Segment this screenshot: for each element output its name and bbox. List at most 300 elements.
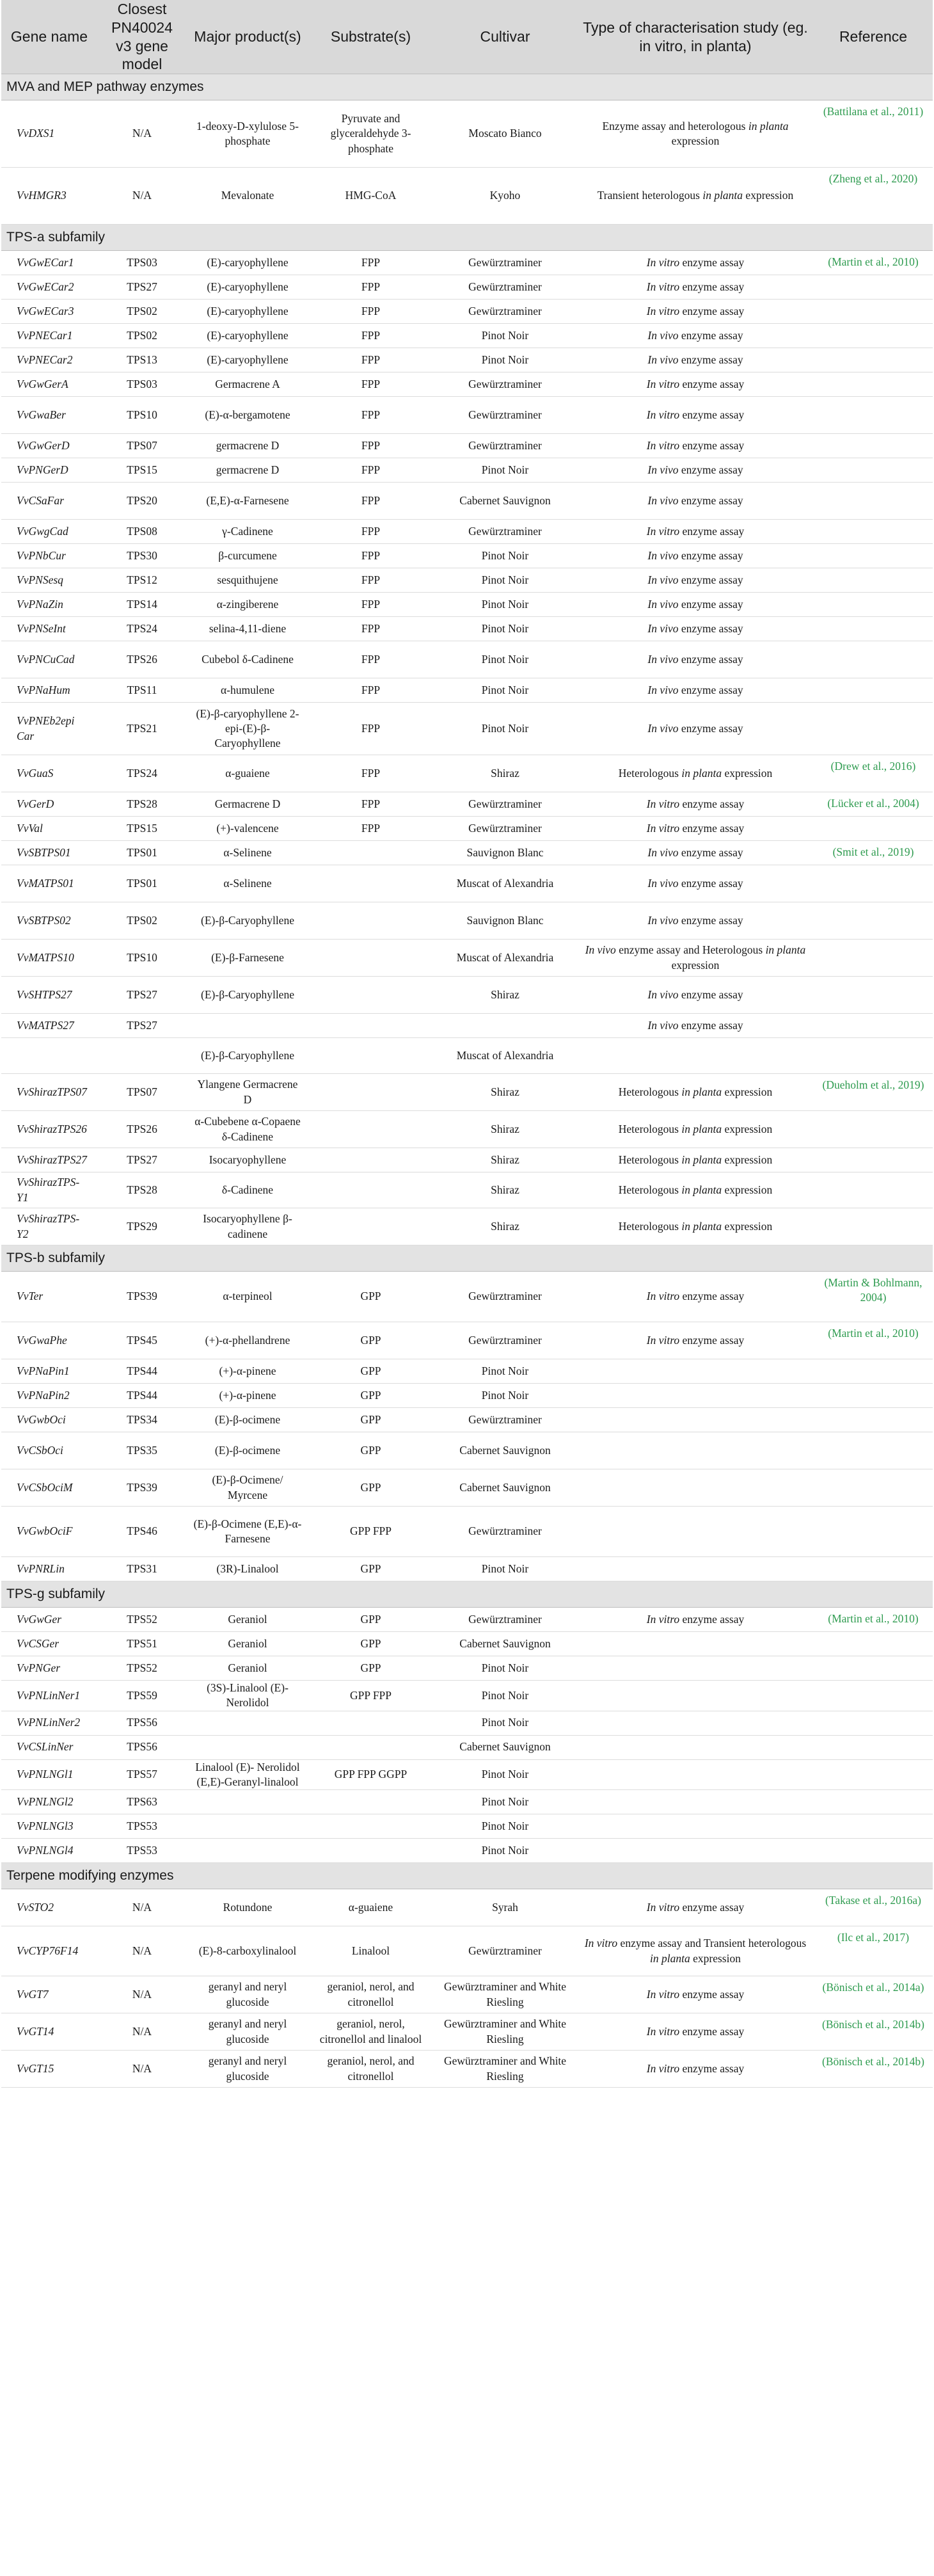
italic-phrase: In vivo xyxy=(647,652,679,666)
table-row xyxy=(1,1889,933,1926)
table-row xyxy=(1,2051,933,2088)
reference-cell xyxy=(814,1359,933,1384)
reference-cell xyxy=(814,544,933,568)
study-cell xyxy=(577,1038,814,1074)
gene-cell: VvGerD xyxy=(1,792,97,817)
substrate-cell: GPP xyxy=(308,1322,433,1359)
product-cell: Geraniol xyxy=(187,1656,308,1681)
product-cell: γ-Cadinene xyxy=(187,520,308,544)
study-cell: In vivo enzyme assay xyxy=(577,617,814,641)
substrate-cell: FPP xyxy=(308,593,433,617)
italic-phrase: In vitro xyxy=(584,1937,618,1950)
italic-phrase: In vivo xyxy=(647,621,679,635)
substrate-cell: FPP xyxy=(308,544,433,568)
table-row xyxy=(1,1322,933,1359)
gene-cell: VvCYP76F14 xyxy=(1,1926,97,1976)
cultivar-cell: Shiraz xyxy=(433,1172,577,1208)
reference-cell: (Zheng et al., 2020) xyxy=(814,168,933,225)
model-cell: TPS56 xyxy=(97,1735,187,1759)
study-cell xyxy=(577,1432,814,1469)
model-cell: TPS07 xyxy=(97,434,187,458)
cultivar-cell: Pinot Noir xyxy=(433,1681,577,1711)
reference-cell xyxy=(814,324,933,348)
table-row xyxy=(1,1469,933,1507)
substrate-cell: FPP xyxy=(308,703,433,755)
reference-cell xyxy=(814,678,933,703)
cultivar-cell: Gewürztraminer and White Riesling xyxy=(433,1976,577,2013)
study-cell: Heterologous in planta expression xyxy=(577,1074,814,1111)
reference-cell xyxy=(814,483,933,520)
cultivar-cell: Pinot Noir xyxy=(433,1711,577,1735)
study-cell xyxy=(577,1839,814,1863)
section-header-row xyxy=(1,1245,933,1272)
gene-cell: VvPNLNGl3 xyxy=(1,1814,97,1839)
reference-cell xyxy=(814,940,933,977)
gene-cell: VvGwGerD xyxy=(1,434,97,458)
model-cell: N/A xyxy=(97,100,187,168)
table-row xyxy=(1,1384,933,1408)
model-cell: TPS15 xyxy=(97,458,187,483)
study-cell: In vitro enzyme assay xyxy=(577,792,814,817)
reference-cell xyxy=(814,1632,933,1656)
cultivar-cell: Gewürztraminer xyxy=(433,1322,577,1359)
section-title: Terpene modifying enzymes xyxy=(1,1863,933,1889)
substrate-cell: FPP xyxy=(308,483,433,520)
gene-cell: VvGwECar3 xyxy=(1,300,97,324)
reference-cell xyxy=(814,817,933,841)
model-cell: TPS02 xyxy=(97,902,187,940)
gene-cell: VvPNLinNer2 xyxy=(1,1711,97,1735)
italic-phrase: In vivo xyxy=(647,597,679,611)
product-cell: (E)-β-ocimene xyxy=(187,1408,308,1432)
gene-cell: VvCSbOci xyxy=(1,1432,97,1469)
gene-cell: VvPNLinNer1 xyxy=(1,1681,97,1711)
reference-cell xyxy=(814,300,933,324)
product-cell: (3S)-Linalool (E)- Nerolidol xyxy=(187,1681,308,1711)
italic-phrase: In vitro xyxy=(646,821,680,835)
substrate-cell: FPP xyxy=(308,641,433,678)
gene-cell: VvPNSeInt xyxy=(1,617,97,641)
product-cell: δ-Cadinene xyxy=(187,1172,308,1208)
model-cell: TPS27 xyxy=(97,275,187,300)
product-cell: β-curcumene xyxy=(187,544,308,568)
substrate-cell: FPP xyxy=(308,817,433,841)
table-row xyxy=(1,168,933,225)
model-cell: TPS27 xyxy=(97,1148,187,1172)
reference-cell xyxy=(814,1469,933,1507)
substrate-cell: FPP xyxy=(308,617,433,641)
reference-cell xyxy=(814,1814,933,1839)
section-title: MVA and MEP pathway enzymes xyxy=(1,74,933,100)
reference-cell xyxy=(814,1656,933,1681)
product-cell: α-humulene xyxy=(187,678,308,703)
product-cell: 1-deoxy-D-xylulose 5-phosphate xyxy=(187,100,308,168)
table-row xyxy=(1,1656,933,1681)
gene-cell: VvGT14 xyxy=(1,2013,97,2051)
gene-cell: VvPNECar2 xyxy=(1,348,97,372)
section-header-row xyxy=(1,225,933,251)
reference-cell: (Martin & Bohlmann, 2004) xyxy=(814,1272,933,1322)
reference-cell: (Bönisch et al., 2014a) xyxy=(814,1976,933,2013)
cultivar-cell: Sauvignon Blanc xyxy=(433,841,577,865)
model-cell: TPS26 xyxy=(97,641,187,678)
table-row xyxy=(1,940,933,977)
study-cell: In vitro enzyme assay xyxy=(577,1976,814,2013)
model-cell: TPS08 xyxy=(97,520,187,544)
product-cell: Germacrene A xyxy=(187,372,308,397)
gene-cell xyxy=(1,1038,97,1074)
italic-phrase: In vivo xyxy=(585,943,616,957)
table-row xyxy=(1,1759,933,1790)
italic-phrase: In vivo xyxy=(647,913,679,927)
italic-phrase: in planta xyxy=(702,189,743,202)
product-cell: geranyl and neryl glucoside xyxy=(187,2013,308,2051)
study-cell: In vivo enzyme assay xyxy=(577,1014,814,1038)
product-cell: Linalool (E)- Nerolidol (E,E)-Geranyl-linalool xyxy=(187,1759,308,1790)
table-row xyxy=(1,1408,933,1432)
cultivar-cell: Pinot Noir xyxy=(433,1656,577,1681)
table-row xyxy=(1,817,933,841)
table-row xyxy=(1,1711,933,1735)
product-cell: (E)-β-ocimene xyxy=(187,1432,308,1469)
col-major-products: Major product(s) xyxy=(187,0,308,74)
cultivar-cell: Syrah xyxy=(433,1889,577,1926)
cultivar-cell: Gewürztraminer xyxy=(433,792,577,817)
table-row xyxy=(1,1208,933,1245)
reference-cell xyxy=(814,977,933,1014)
study-cell: In vivo enzyme assay xyxy=(577,568,814,593)
table-row xyxy=(1,792,933,817)
reference-cell xyxy=(814,902,933,940)
substrate-cell: HMG-CoA xyxy=(308,168,433,225)
table-row xyxy=(1,1432,933,1469)
product-cell: Cubebol δ-Cadinene xyxy=(187,641,308,678)
table-row xyxy=(1,755,933,792)
substrate-cell: FPP xyxy=(308,348,433,372)
reference-cell xyxy=(814,275,933,300)
reference-cell: (Bönisch et al., 2014b) xyxy=(814,2051,933,2088)
model-cell: TPS45 xyxy=(97,1322,187,1359)
cultivar-cell: Pinot Noir xyxy=(433,458,577,483)
study-cell xyxy=(577,1359,814,1384)
table-row xyxy=(1,520,933,544)
substrate-cell xyxy=(308,1208,433,1245)
gene-cell: VvCSaFar xyxy=(1,483,97,520)
product-cell: sesquithujene xyxy=(187,568,308,593)
cultivar-cell: Pinot Noir xyxy=(433,1790,577,1814)
italic-phrase: In vitro xyxy=(646,2024,680,2038)
substrate-cell xyxy=(308,1814,433,1839)
substrate-cell: FPP xyxy=(308,434,433,458)
study-cell: In vivo enzyme assay xyxy=(577,902,814,940)
substrate-cell: GPP xyxy=(308,1408,433,1432)
reference-cell xyxy=(814,1759,933,1790)
gene-cell: VvShirazTPS-Y2 xyxy=(1,1208,97,1245)
italic-phrase: in planta xyxy=(681,1219,722,1233)
model-cell: TPS53 xyxy=(97,1839,187,1863)
gene-cell: VvSBTPS01 xyxy=(1,841,97,865)
cultivar-cell: Pinot Noir xyxy=(433,617,577,641)
study-cell xyxy=(577,1557,814,1581)
model-cell: TPS52 xyxy=(97,1608,187,1632)
reference-cell: (Ilc et al., 2017) xyxy=(814,1926,933,1976)
table-row xyxy=(1,1272,933,1322)
reference-cell xyxy=(814,1384,933,1408)
italic-phrase: in planta xyxy=(681,1122,722,1135)
cultivar-cell: Pinot Noir xyxy=(433,1359,577,1384)
gene-cell: VvPNEb2epi Car xyxy=(1,703,97,755)
reference-cell xyxy=(814,372,933,397)
italic-phrase: In vitro xyxy=(646,797,680,810)
product-cell: (E)-β-Caryophyllene xyxy=(187,977,308,1014)
study-cell: Heterologous in planta expression xyxy=(577,1111,814,1148)
italic-phrase: In vivo xyxy=(647,845,679,859)
product-cell: (E)-β-Caryophyllene xyxy=(187,1038,308,1074)
table-row xyxy=(1,1839,933,1863)
study-cell: In vitro enzyme assay xyxy=(577,300,814,324)
reference-cell: (Drew et al., 2016) xyxy=(814,755,933,792)
model-cell: N/A xyxy=(97,1926,187,1976)
gene-cell: VvGT7 xyxy=(1,1976,97,2013)
gene-cell: VvGwbOci xyxy=(1,1408,97,1432)
product-cell: Rotundone xyxy=(187,1889,308,1926)
model-cell: TPS24 xyxy=(97,755,187,792)
product-cell: germacrene D xyxy=(187,434,308,458)
cultivar-cell: Gewürztraminer and White Riesling xyxy=(433,2051,577,2088)
table-row xyxy=(1,1926,933,1976)
reference-cell xyxy=(814,348,933,372)
substrate-cell xyxy=(308,977,433,1014)
study-cell xyxy=(577,1632,814,1656)
cultivar-cell: Gewürztraminer xyxy=(433,817,577,841)
substrate-cell: FPP xyxy=(308,792,433,817)
study-cell: In vivo enzyme assay xyxy=(577,544,814,568)
reference-cell xyxy=(814,1172,933,1208)
model-cell: TPS44 xyxy=(97,1359,187,1384)
italic-phrase: In vitro xyxy=(646,2061,680,2075)
product-cell: (+)-α-pinene xyxy=(187,1359,308,1384)
gene-cell: VvShirazTPS27 xyxy=(1,1148,97,1172)
study-cell: In vitro enzyme assay xyxy=(577,251,814,275)
model-cell: TPS15 xyxy=(97,817,187,841)
table-row xyxy=(1,434,933,458)
table-row xyxy=(1,2013,933,2051)
model-cell: TPS53 xyxy=(97,1814,187,1839)
reference-cell xyxy=(814,1557,933,1581)
model-cell: TPS31 xyxy=(97,1557,187,1581)
product-cell: Ylangene Germacrene D xyxy=(187,1074,308,1111)
gene-cell: VvGwaPhe xyxy=(1,1322,97,1359)
model-cell: N/A xyxy=(97,2013,187,2051)
reference-cell: (Battilana et al., 2011) xyxy=(814,100,933,168)
reference-cell xyxy=(814,865,933,902)
model-cell: TPS35 xyxy=(97,1432,187,1469)
gene-cell: VvShirazTPS07 xyxy=(1,1074,97,1111)
col-study-type: Type of characterisation study (eg. in vitro, in planta) xyxy=(577,0,814,74)
col-reference: Reference xyxy=(814,0,933,74)
gene-cell: VvGT15 xyxy=(1,2051,97,2088)
substrate-cell: GPP xyxy=(308,1432,433,1469)
gene-cell: VvPNbCur xyxy=(1,544,97,568)
model-cell: TPS11 xyxy=(97,678,187,703)
table-row xyxy=(1,902,933,940)
model-cell: N/A xyxy=(97,1889,187,1926)
product-cell: Mevalonate xyxy=(187,168,308,225)
italic-phrase: In vivo xyxy=(647,721,679,735)
product-cell xyxy=(187,1014,308,1038)
cultivar-cell: Kyoho xyxy=(433,168,577,225)
model-cell: TPS63 xyxy=(97,1790,187,1814)
italic-phrase: In vivo xyxy=(647,548,679,562)
product-cell: (E)-β-Caryophyllene xyxy=(187,902,308,940)
table-row xyxy=(1,1074,933,1111)
cultivar-cell: Cabernet Sauvignon xyxy=(433,483,577,520)
substrate-cell xyxy=(308,841,433,865)
cultivar-cell: Gewürztraminer xyxy=(433,275,577,300)
substrate-cell: geraniol, nerol, and citronellol xyxy=(308,1976,433,2013)
study-cell: In vitro enzyme assay xyxy=(577,1322,814,1359)
study-cell xyxy=(577,1735,814,1759)
product-cell: (3R)-Linalool xyxy=(187,1557,308,1581)
substrate-cell: FPP xyxy=(308,678,433,703)
table-row xyxy=(1,841,933,865)
study-cell: Heterologous in planta expression xyxy=(577,755,814,792)
table-row xyxy=(1,1172,933,1208)
substrate-cell: GPP xyxy=(308,1272,433,1322)
cultivar-cell: Gewürztraminer xyxy=(433,251,577,275)
gene-cell: VvGwGer xyxy=(1,1608,97,1632)
product-cell: selina-4,11-diene xyxy=(187,617,308,641)
model-cell: TPS03 xyxy=(97,372,187,397)
gene-cell: VvPNSesq xyxy=(1,568,97,593)
substrate-cell: FPP xyxy=(308,251,433,275)
col-gene-name: Gene name xyxy=(1,0,97,74)
cultivar-cell: Shiraz xyxy=(433,1208,577,1245)
model-cell: TPS10 xyxy=(97,397,187,434)
study-cell xyxy=(577,1656,814,1681)
study-cell: Enzyme assay and heterologous in planta expression xyxy=(577,100,814,168)
italic-phrase: In vitro xyxy=(646,255,680,269)
gene-cell: VvMATPS10 xyxy=(1,940,97,977)
cultivar-cell: Gewürztraminer xyxy=(433,520,577,544)
gene-cell: VvGwECar1 xyxy=(1,251,97,275)
reference-cell: (Dueholm et al., 2019) xyxy=(814,1074,933,1111)
product-cell: (E)-α-bergamotene xyxy=(187,397,308,434)
gene-cell: VvShirazTPS-Y1 xyxy=(1,1172,97,1208)
cultivar-cell: Pinot Noir xyxy=(433,544,577,568)
study-cell: In vivo enzyme assay xyxy=(577,593,814,617)
italic-phrase: In vitro xyxy=(646,1612,680,1626)
substrate-cell: Linalool xyxy=(308,1926,433,1976)
study-cell: Heterologous in planta expression xyxy=(577,1148,814,1172)
study-cell: In vivo enzyme assay xyxy=(577,703,814,755)
product-cell: Isocaryophyllene xyxy=(187,1148,308,1172)
product-cell: (+)-α-phellandrene xyxy=(187,1322,308,1359)
gene-cell: VvShirazTPS26 xyxy=(1,1111,97,1148)
gene-cell: VvPNLNGl2 xyxy=(1,1790,97,1814)
section-title: TPS-a subfamily xyxy=(1,225,933,251)
table-row xyxy=(1,1148,933,1172)
substrate-cell: FPP xyxy=(308,568,433,593)
cultivar-cell: Pinot Noir xyxy=(433,324,577,348)
gene-cell: VvCSLinNer xyxy=(1,1735,97,1759)
model-cell: TPS14 xyxy=(97,593,187,617)
substrate-cell xyxy=(308,1711,433,1735)
table-row xyxy=(1,1735,933,1759)
italic-phrase: In vitro xyxy=(646,1290,680,1303)
reference-cell: (Takase et al., 2016a) xyxy=(814,1889,933,1926)
cultivar-cell: Pinot Noir xyxy=(433,703,577,755)
table-row xyxy=(1,617,933,641)
model-cell: TPS02 xyxy=(97,300,187,324)
table-row xyxy=(1,544,933,568)
study-cell: In vivo enzyme assay xyxy=(577,841,814,865)
product-cell: α-Selinene xyxy=(187,841,308,865)
substrate-cell: FPP xyxy=(308,397,433,434)
product-cell: (+)-α-pinene xyxy=(187,1384,308,1408)
reference-cell xyxy=(814,1839,933,1863)
substrate-cell xyxy=(308,1074,433,1111)
study-cell: In vitro enzyme assay xyxy=(577,2051,814,2088)
model-cell: TPS10 xyxy=(97,940,187,977)
substrate-cell: GPP xyxy=(308,1384,433,1408)
product-cell: (E,E)-α-Farnesene xyxy=(187,483,308,520)
cultivar-cell: Gewürztraminer xyxy=(433,372,577,397)
reference-cell xyxy=(814,458,933,483)
product-cell: (E)-β-Ocimene/ Myrcene xyxy=(187,1469,308,1507)
cultivar-cell: Gewürztraminer xyxy=(433,1408,577,1432)
gene-cell: VvPNaPin1 xyxy=(1,1359,97,1384)
study-cell: In vitro enzyme assay xyxy=(577,397,814,434)
cultivar-cell: Pinot Noir xyxy=(433,568,577,593)
italic-phrase: In vivo xyxy=(647,876,679,890)
model-cell xyxy=(97,1038,187,1074)
model-cell: TPS46 xyxy=(97,1507,187,1557)
study-cell: In vitro enzyme assay xyxy=(577,275,814,300)
reference-cell xyxy=(814,1111,933,1148)
table-row xyxy=(1,1557,933,1581)
product-cell: Isocaryophyllene β-cadinene xyxy=(187,1208,308,1245)
reference-cell xyxy=(814,641,933,678)
section-header-row xyxy=(1,1581,933,1608)
reference-cell: (Bönisch et al., 2014b) xyxy=(814,2013,933,2051)
col-cultivar: Cultivar xyxy=(433,0,577,74)
cultivar-cell: Gewürztraminer xyxy=(433,397,577,434)
italic-phrase: In vitro xyxy=(646,408,680,421)
italic-phrase: in planta xyxy=(650,1951,690,1965)
table-row xyxy=(1,865,933,902)
cultivar-cell: Gewürztraminer xyxy=(433,434,577,458)
cultivar-cell: Pinot Noir xyxy=(433,1814,577,1839)
reference-cell xyxy=(814,1711,933,1735)
model-cell: TPS39 xyxy=(97,1469,187,1507)
product-cell: Germacrene D xyxy=(187,792,308,817)
reference-cell xyxy=(814,434,933,458)
study-cell: In vitro enzyme assay xyxy=(577,2013,814,2051)
model-cell: TPS28 xyxy=(97,1172,187,1208)
cultivar-cell: Pinot Noir xyxy=(433,1839,577,1863)
table-row xyxy=(1,1111,933,1148)
italic-phrase: In vitro xyxy=(646,524,680,538)
reference-cell xyxy=(814,1014,933,1038)
table-row xyxy=(1,641,933,678)
model-cell: TPS07 xyxy=(97,1074,187,1111)
substrate-cell xyxy=(308,1038,433,1074)
model-cell: TPS21 xyxy=(97,703,187,755)
cultivar-cell: Cabernet Sauvignon xyxy=(433,1432,577,1469)
table-row xyxy=(1,100,933,168)
reference-cell: (Martin et al., 2010) xyxy=(814,251,933,275)
